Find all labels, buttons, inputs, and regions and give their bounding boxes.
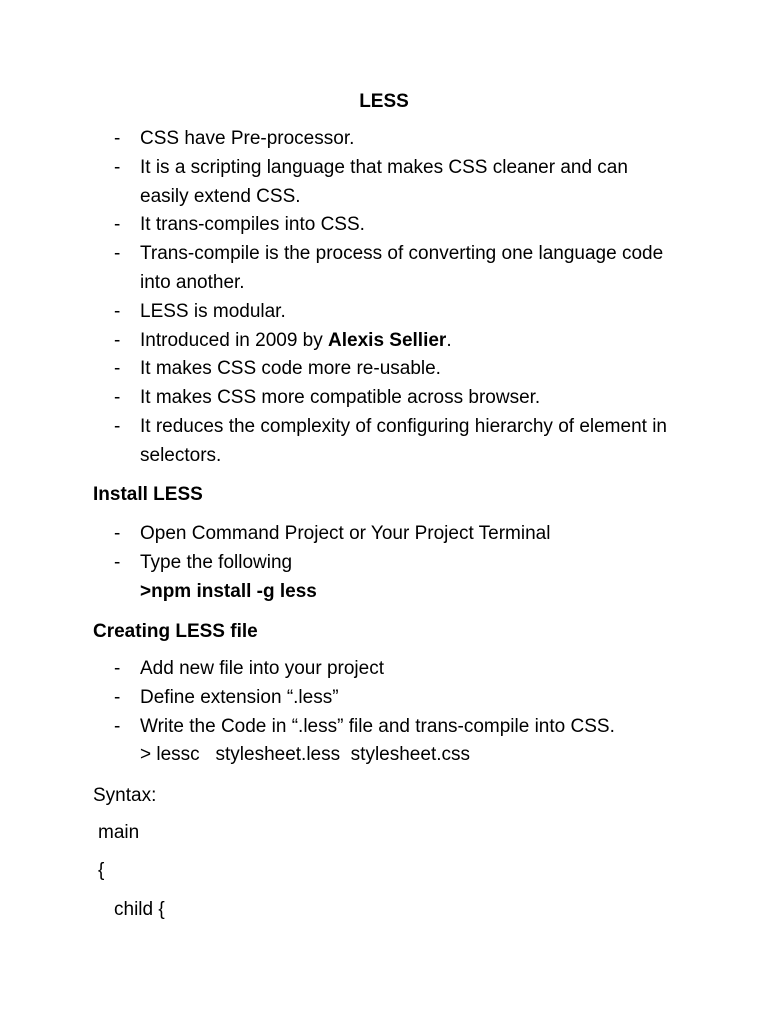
bullet-dash: - [114, 523, 121, 544]
list-item [0, 298, 680, 327]
bullet-dash: - [114, 128, 121, 149]
install-list [0, 520, 680, 606]
list-item-text: Define extension “.less” [140, 686, 339, 708]
list-item [0, 520, 680, 549]
install-heading: Install LESS [93, 484, 203, 505]
list-item [0, 211, 680, 240]
list-item [0, 413, 680, 471]
list-item-text: It makes CSS more compatible across browser. [140, 387, 541, 409]
list-item [0, 684, 680, 713]
bullet-dash: - [114, 243, 121, 265]
creating-heading: Creating LESS file [93, 621, 258, 642]
bullet-dash: - [114, 358, 121, 380]
list-item-text: CSS have Pre-processor. [140, 128, 355, 149]
list-item-text: It is a scripting language that makes CSS cleaner and can easily extend CSS. [140, 156, 628, 207]
list-item [0, 327, 680, 356]
bullet-dash: - [114, 214, 121, 236]
creating-list [0, 655, 680, 770]
list-item-text: Type the following [140, 551, 293, 573]
list-item-text: It makes CSS code more re-usable. [140, 358, 441, 380]
install-command: >npm install -g less [140, 580, 317, 602]
syntax-line: main [98, 822, 140, 843]
list-item-text: Trans-compile is the process of converting one language code into another. [140, 243, 664, 293]
list-item-text: Open Command Project or Your Project Terminal [140, 523, 551, 544]
bullet-dash: - [114, 300, 121, 322]
syntax-line: child { [114, 899, 165, 920]
list-item [0, 355, 680, 384]
list-item-text: . [446, 329, 452, 351]
list-item [0, 549, 680, 607]
bullet-dash: - [114, 156, 121, 178]
bullet-dash: - [114, 415, 121, 437]
list-item-text: Write the Code in “.less” file and trans-compile into CSS. [140, 715, 615, 737]
bullet-dash: - [114, 329, 121, 351]
bullet-dash: - [114, 551, 121, 573]
syntax-label: Syntax: [93, 785, 157, 806]
bullet-dash: - [114, 658, 121, 679]
list-item [0, 125, 680, 154]
list-item [0, 154, 680, 212]
syntax-line: { [98, 860, 105, 881]
bullet-dash: - [114, 715, 121, 737]
list-item-text: LESS is modular. [140, 300, 286, 322]
compile-command: > lessc stylesheet.less stylesheet.css [140, 744, 470, 766]
list-item [0, 384, 680, 413]
bullet-dash: - [114, 686, 121, 708]
list-item [0, 240, 680, 298]
list-item [0, 713, 680, 771]
intro-list [0, 125, 680, 471]
list-item-text: It reduces the complexity of configuring hierarchy of element in selectors. [140, 415, 667, 466]
list-item-text: Add new file into your project [140, 658, 384, 679]
author-name: Alexis Sellier [328, 329, 447, 351]
list-item [0, 655, 680, 684]
list-item-text: Introduced in 2009 by [140, 329, 329, 351]
list-item-text: It trans-compiles into CSS. [140, 214, 365, 236]
bullet-dash: - [114, 387, 121, 409]
page-title: LESS [359, 91, 409, 112]
